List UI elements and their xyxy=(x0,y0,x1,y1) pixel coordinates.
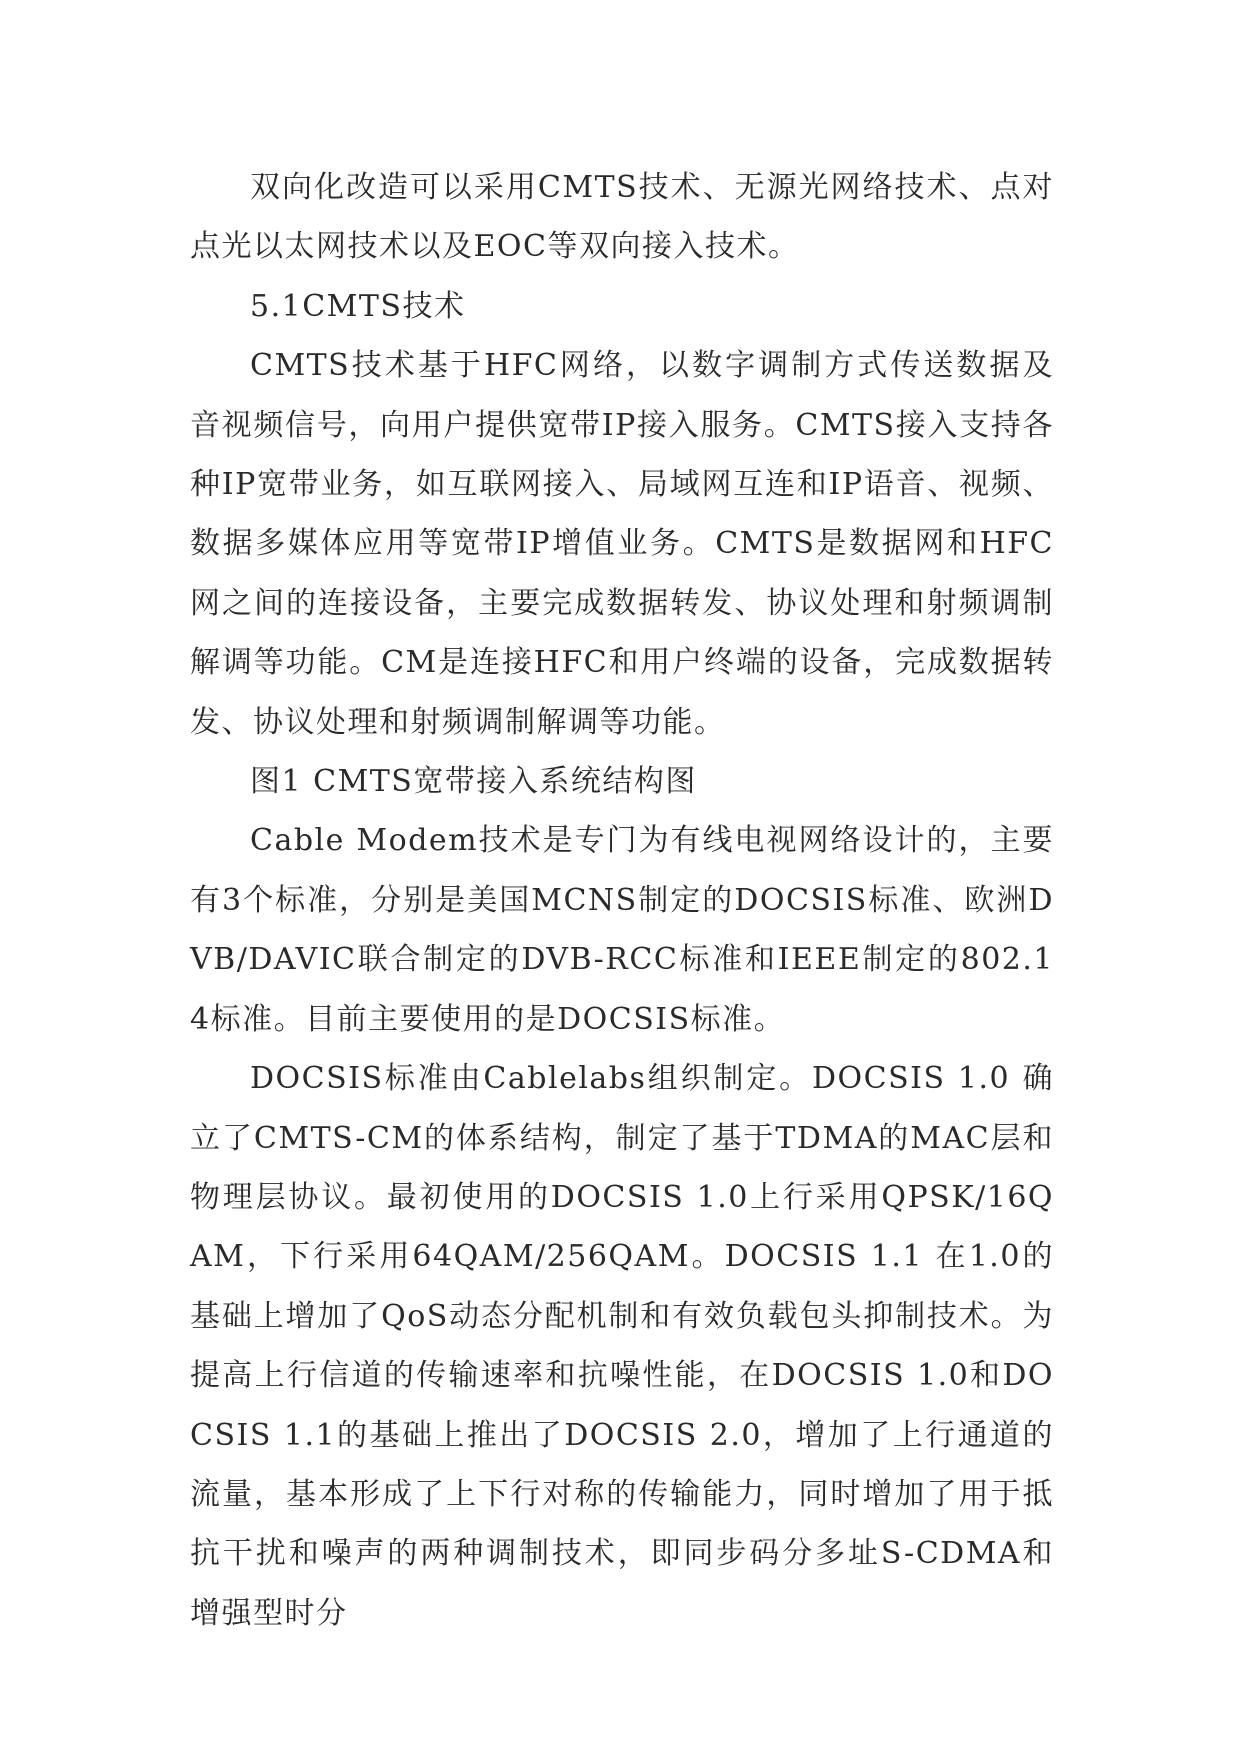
paragraph-cmts-overview: CMTS技术基于HFC网络，以数字调制方式传送数据及音视频信号，向用户提供宽带IP接入服务。CMTS接入支持各种IP宽带业务，如互联网接入、局域网互连和IP语音、视频、数据多媒体应用等宽带IP增值业务。CMTS是数据网和HFC网之间的连接设备，主要完成数据转发、协议处理和射频调制解调等功能。CM是连接HFC和用户终端的设备，完成数据转发、协议处理和射频调制解调等功能。 xyxy=(190,348,1054,740)
paragraph-docsis-details: DOCSIS标准由Cablelabs组织制定。DOCSIS 1.0 确立了CMTS-CM的体系结构，制定了基于TDMA的MAC层和物理层协议。最初使用的DOCSIS 1.0上行采用QPSK/16QAM，下行采用64QAM/256QAM。DOCSIS 1.1 在1.0的基础上增加了QoS动态分配机制和有效负载包头抑制技术。为提高上行信道的传输速率和抗噪性能，在DOCSIS 1.0和DOCSIS 1.1的基础上推出了DOCSIS 2.0，增加了上行通道的流量，基本形成了上下行对称的传输能力，同时增加了用于抵抗干扰和噪声的两种调制技术，即同步码分多址S-CDMA和增强型时分 xyxy=(190,1061,1054,1631)
document-body xyxy=(190,158,1054,1643)
paragraph-two-way-upgrade: 双向化改造可以采用CMTS技术、无源光网络技术、点对点光以太网技术以及EOC等双向接入技术。 xyxy=(190,170,1054,265)
section-heading-cmts: 5.1CMTS技术 xyxy=(250,288,466,324)
paragraph-cable-modem-standards: Cable Modem技术是专门为有线电视网络设计的，主要有3个标准，分别是美国MCNS制定的DOCSIS标准、欧洲DVB/DAVIC联合制定的DVB-RCC标准和IEEE制定的802.14标准。目前主要使用的是DOCSIS标准。 xyxy=(190,823,1054,1037)
figure-caption: 图1 CMTS宽带接入系统结构图 xyxy=(250,764,697,800)
